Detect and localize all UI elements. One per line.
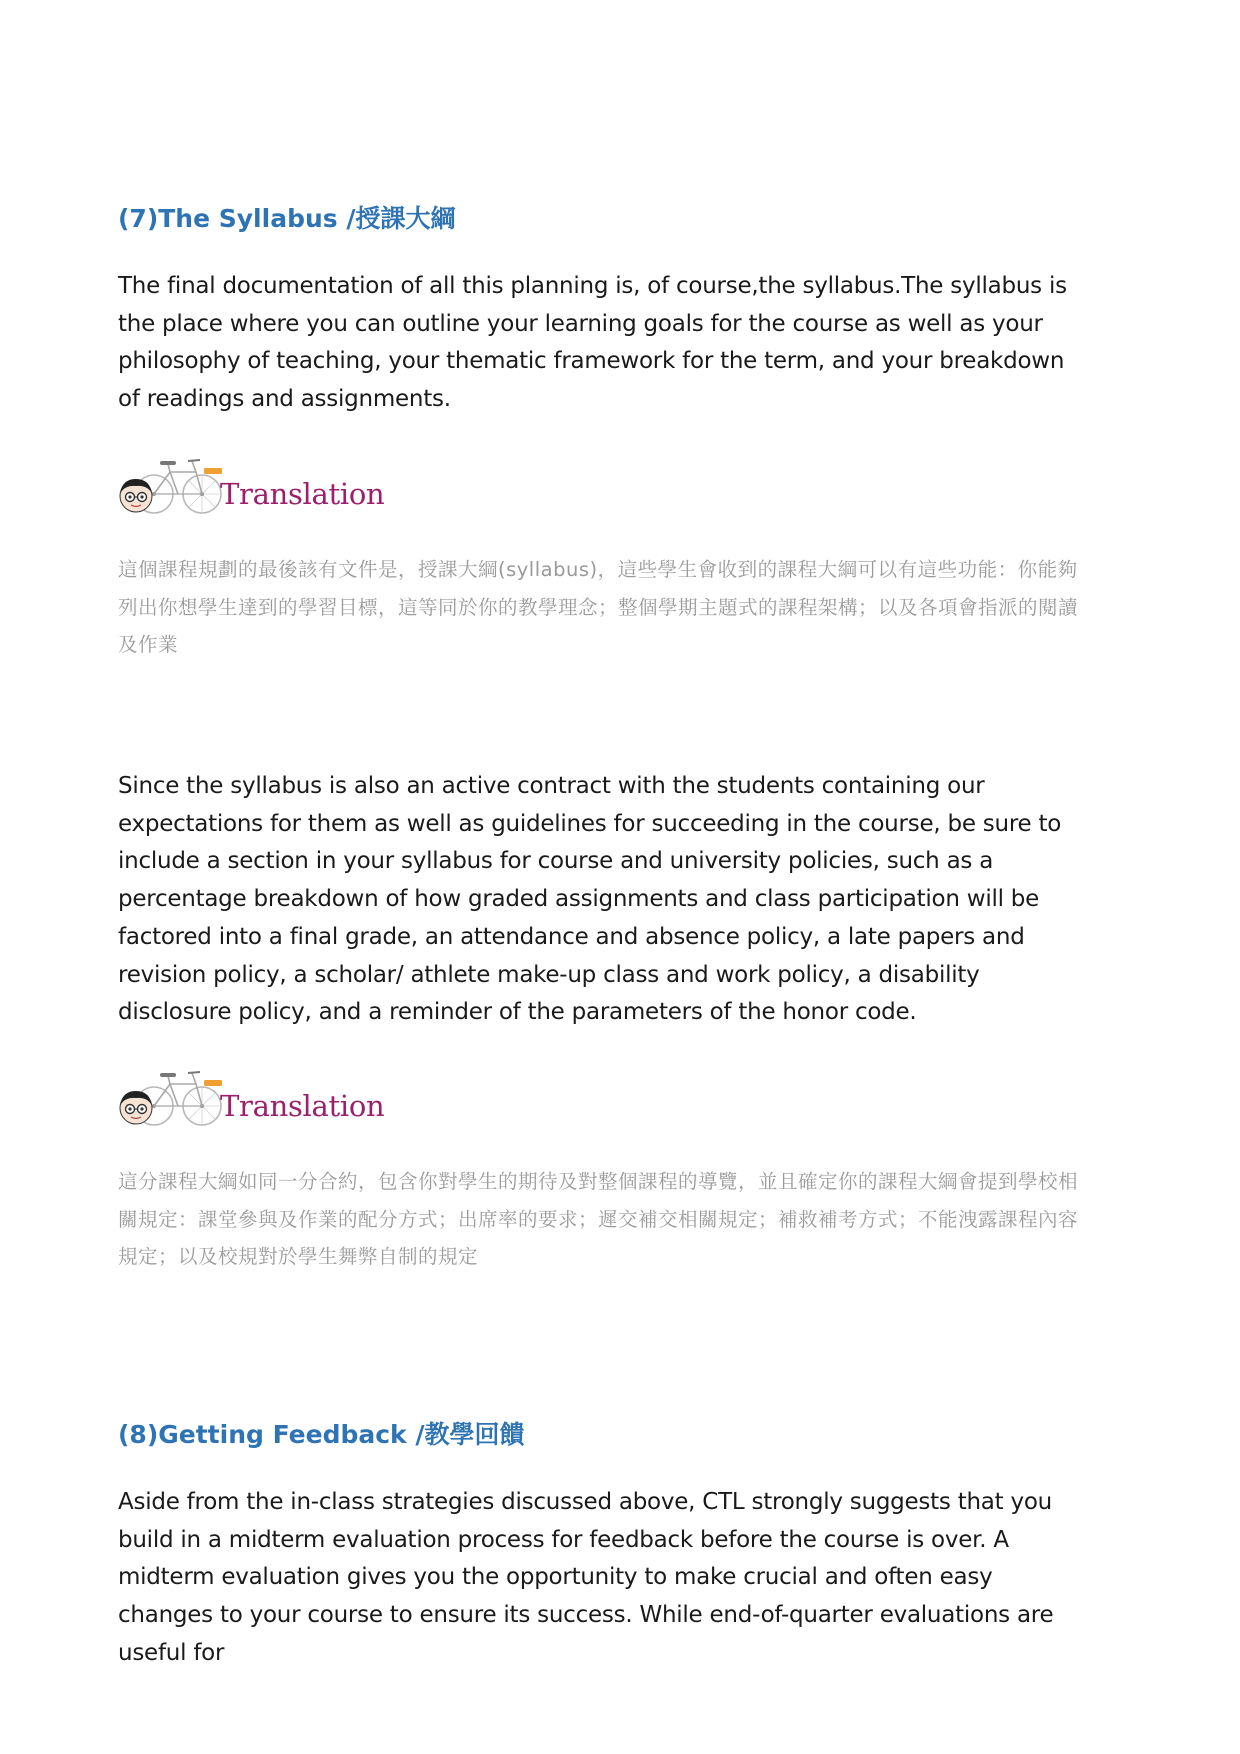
translation-label: Translation bbox=[220, 477, 385, 511]
cartoon-face-icon bbox=[116, 1088, 156, 1128]
paragraph-syllabus-contract: Since the syllabus is also an active contract with the students containing our expectations for them as well as guidelines for succeeding in the course, be sure to include a section in your syllabus for course and university policies, such as a percentage breakdown of how graded assignments and class participation will be factored into a final grade, an attendance and absence policy, a late papers and revision policy, a scholar/ athlete make-up class and work policy, a disability disclosure policy, and a reminder of the parameters of the honor code. bbox=[118, 773, 1062, 1026]
translation-badge bbox=[116, 450, 385, 520]
paragraph-feedback-intro: Aside from the in-class strategies discussed above, CTL strongly suggests that you build in a midterm evaluation process for feedback before the course is over. A midterm evaluation gives you the opportunity to make crucial and often easy changes to your course to ensure its success. While end-of-quarter evaluations are useful for bbox=[118, 1489, 1054, 1666]
translation-text-syllabus-intro: 這個課程規劃的最後該有文件是，授課大綱(syllabus)，這些學生會收到的課程大綱可以有這些功能：你能夠列出你想學生達到的學習目標，這等同於你的教學理念；整個學期主題式的課程架構；以及各項會指派的閱讀及作業 bbox=[118, 558, 1079, 656]
section-heading-syllabus: (7)The Syllabus /授課大綱 bbox=[118, 204, 456, 233]
translation-label: Translation bbox=[220, 1089, 385, 1123]
translation-text-syllabus-contract: 這分課程大綱如同一分合約，包含你對學生的期待及對整個課程的導覽，並且確定你的課程大綱會提到學校相關規定：課堂參與及作業的配分方式；出席率的要求；遲交補交相關規定；補救補考方式；不能洩露課程內容規定；以及校規對於學生舞弊自制的規定 bbox=[118, 1170, 1079, 1268]
section-heading-feedback: (8)Getting Feedback /教學回饋 bbox=[118, 1420, 525, 1449]
translation-badge bbox=[116, 1062, 385, 1132]
paragraph-syllabus-intro: The final documentation of all this planning is, of course,the syllabus.The syllabus is the place where you can outline your learning goals for the course as well as your philosophy of teaching, your thematic framework for the term, and your breakdown of readings and assignments. bbox=[118, 273, 1067, 413]
cartoon-face-icon bbox=[116, 476, 156, 516]
